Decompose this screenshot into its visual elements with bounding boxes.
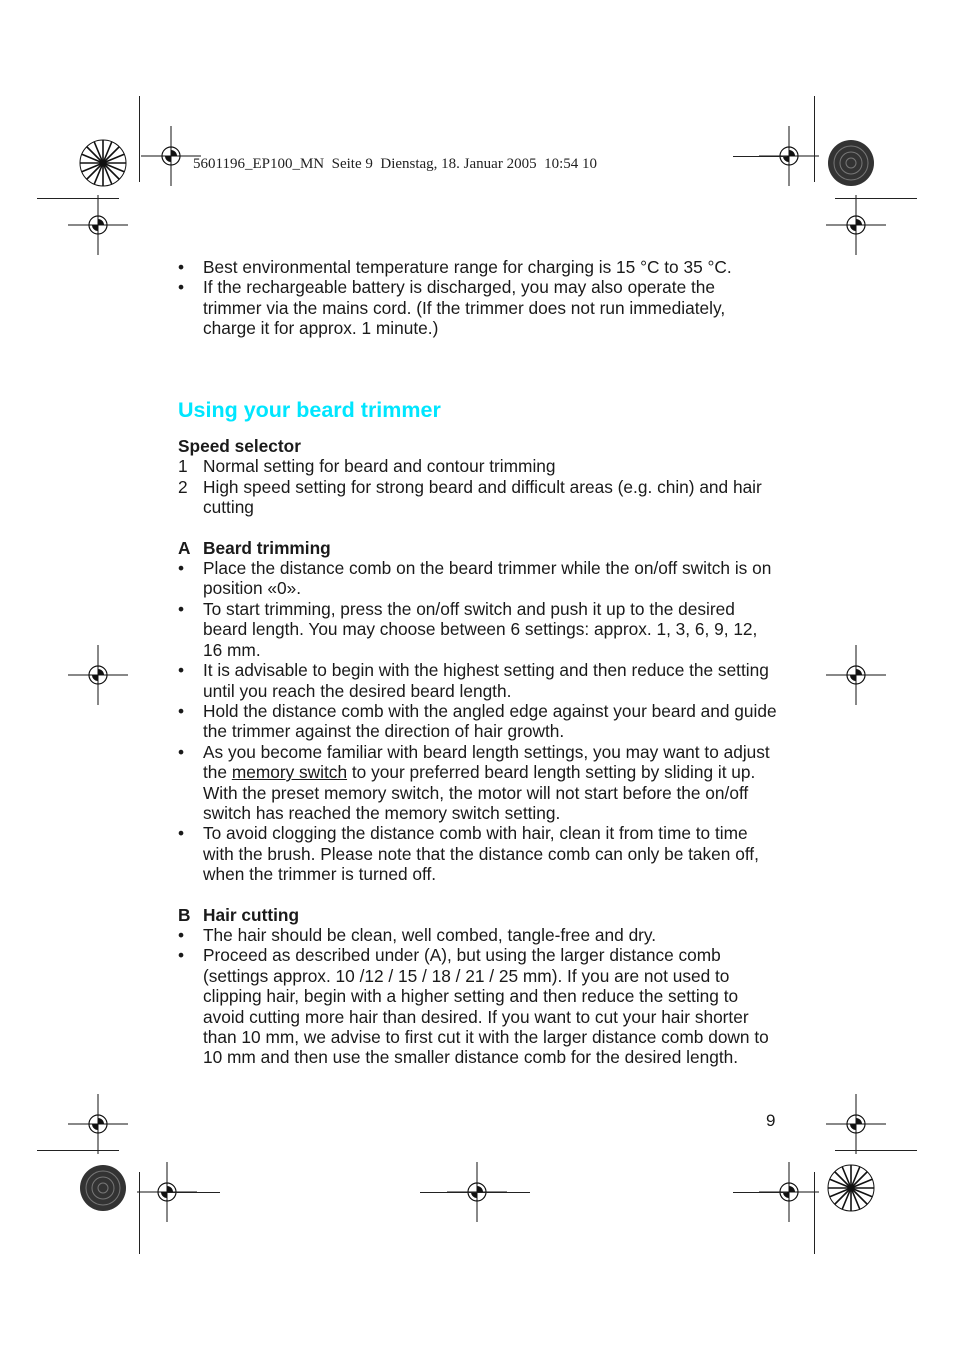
- registration-rosette-icon: [79, 139, 127, 187]
- list-item: • If the rechargeable battery is discharged, you may also operate the trimmer via the mains cord. (If the trimmer does not run immediately, charge it for approx. 1 minute.): [178, 277, 726, 339]
- crop-mark: [733, 1192, 787, 1193]
- crosshair-icon: [68, 195, 128, 255]
- crosshair-icon: [68, 1094, 128, 1154]
- crop-mark: [835, 1150, 917, 1151]
- beard-trimming-heading: A Beard trimming: [178, 537, 331, 558]
- hair-cutting-heading: B Hair cutting: [178, 904, 300, 925]
- crop-mark: [139, 1172, 140, 1254]
- list-item: • Hold the distance comb with the angled edge against your beard and guide the trimmer against the direction of hair growth.: [178, 700, 777, 742]
- hair-cutting-list: [178, 925, 778, 1068]
- crop-mark: [814, 1172, 815, 1254]
- registration-rosette-icon: [827, 1164, 875, 1212]
- bullet-icon: •: [178, 257, 185, 277]
- list-item: • As you become familiar with beard length settings, you may want to adjust the memory switch to your preferred beard length setting by sliding it up. With the preset memory switch, the motor will not start before the on/off switch has reached the memory switch setting.: [178, 741, 770, 823]
- print-slug: 5601196_EP100_MN Seite 9 Dienstag, 18. Januar 2005 10:54 10: [193, 156, 597, 172]
- bullet-icon: •: [178, 277, 185, 298]
- section-title: Using your beard trimmer: [178, 397, 441, 422]
- crop-mark: [37, 1150, 119, 1151]
- crop-mark: [37, 198, 119, 199]
- crosshair-icon: [826, 1094, 886, 1154]
- list-item: 1 Normal setting for beard and contour trimming: [178, 456, 556, 477]
- crop-mark: [420, 1192, 530, 1193]
- list-item: • Proceed as described under (A), but using the larger distance comb (settings approx. 10 /12 / 15 / 18 / 21 / 25 mm). If you are not used to clipping hair, begin with a higher setting and then reduce the setting to avoid cutting more hair than desired. If you want to cut your hair shorter than 10 mm, we advise to first cut it with the larger distance comb down to 10 mm and then use the smaller distance comb for the desired length.: [178, 945, 769, 1068]
- intro-list: [178, 257, 778, 339]
- bullet-icon: •: [178, 660, 185, 681]
- list-item: • The hair should be clean, well combed, tangle-free and dry.: [178, 924, 657, 945]
- crop-mark: [835, 198, 917, 199]
- memory-switch-term: memory switch: [231, 762, 348, 783]
- bullet-icon: •: [178, 924, 185, 945]
- bullet-icon: •: [178, 945, 185, 966]
- crop-mark: [167, 1192, 220, 1193]
- list-item: • Place the distance comb on the beard trimmer while the on/off switch is on position «0».: [178, 558, 772, 599]
- bullet-icon: •: [178, 558, 185, 579]
- crosshair-icon: [68, 645, 128, 705]
- list-item: • To start trimming, press the on/off switch and push it up to the desired beard length. You may choose between 6 settings: approx. 1, 3, 6, 9, 12, 16 mm.: [178, 598, 758, 660]
- crop-mark: [139, 96, 140, 182]
- speed-selector-heading: Speed selector: [178, 436, 301, 457]
- crosshair-icon: [141, 126, 201, 186]
- bullet-icon: •: [178, 741, 185, 762]
- beard-trimming-list: [178, 558, 778, 885]
- list-item: • It is advisable to begin with the highest setting and then reduce the setting until you reach the desired beard length.: [178, 660, 769, 701]
- crop-mark: [733, 156, 787, 157]
- crosshair-icon: [826, 645, 886, 705]
- registration-disc-icon: [79, 1164, 127, 1212]
- crop-mark: [814, 96, 815, 182]
- list-item: • To avoid clogging the distance comb with hair, clean it from time to time with the brush. Please note that the distance comb can only be taken off, when the trimmer is turned off.: [178, 823, 759, 885]
- crosshair-icon: [826, 195, 886, 255]
- page-number: 9: [766, 1111, 776, 1130]
- bullet-icon: •: [178, 598, 185, 619]
- bullet-icon: •: [178, 823, 185, 844]
- registration-disc-icon: [827, 139, 875, 187]
- bullet-icon: •: [178, 700, 185, 721]
- list-item: • Best environmental temperature range for charging is 15 °C to 35 °C.: [178, 257, 732, 277]
- list-item: 2 High speed setting for strong beard and difficult areas (e.g. chin) and hair cutting: [178, 476, 762, 518]
- page-content: [178, 257, 778, 1068]
